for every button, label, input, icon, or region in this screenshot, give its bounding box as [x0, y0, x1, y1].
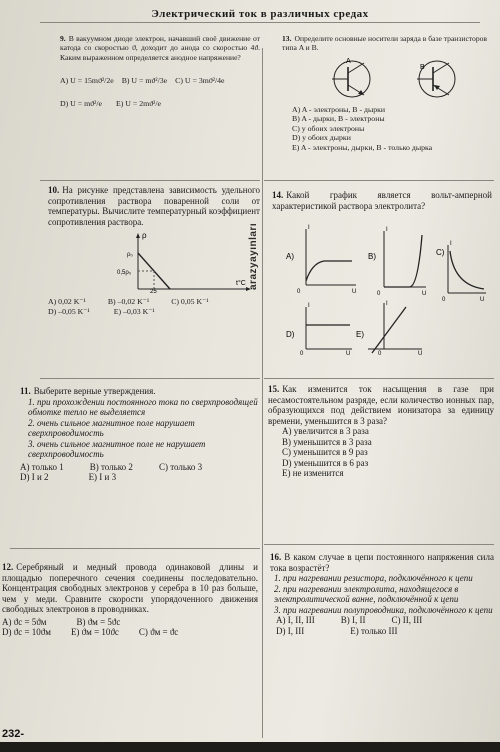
q14-text: Какой график является вольт-амперной характеристикой раствора электролита?	[272, 190, 492, 211]
q14-graph-d-axis-u: U	[346, 351, 351, 355]
q14-graph-b-origin: 0	[377, 291, 381, 297]
q14-graph-e-axis-i: I	[386, 301, 388, 307]
q14-graph-b-label: B)	[368, 252, 376, 261]
q13-number: 13.	[282, 34, 292, 43]
q13-option-b[interactable]: B) A - дырки, B - электроны	[292, 114, 385, 124]
q11-number: 11.	[20, 386, 31, 396]
q14-graph-d-origin: 0	[300, 351, 304, 355]
q14-graph-a-axis-u: U	[352, 289, 357, 295]
q14-graph-a-origin: 0	[297, 289, 301, 295]
q14-number: 14.	[272, 190, 284, 200]
question-12	[2, 562, 258, 638]
q14-graph-c-origin: 0	[442, 297, 446, 303]
q14-graph-a-axis-i: I	[308, 225, 310, 231]
q14-graph-c-axis-i: I	[450, 241, 452, 247]
transistor-b-label: B	[420, 63, 425, 71]
q14-graph-a	[286, 225, 356, 295]
q14-graphs	[272, 215, 492, 355]
q14-graph-e-origin: 0	[378, 351, 382, 355]
transistor-diagrams	[302, 55, 492, 103]
publisher-watermark: arazyayınları	[248, 222, 259, 290]
q9-option-e[interactable]: E) U = 2mϑ²/e	[116, 99, 162, 109]
divider-q15-q16	[264, 544, 494, 545]
q14-graph-a-label: A)	[286, 252, 294, 261]
q14-graph-c	[436, 241, 486, 303]
q12-option-c[interactable]: C) ϑм = ϑc	[138, 627, 179, 637]
q11-option-d[interactable]: D) I и 2	[20, 472, 49, 482]
q11-option-e[interactable]: E) I и 3	[88, 472, 117, 482]
q16-statement-1: 1. при нагревании резистора, подключённого к цепи	[274, 573, 473, 583]
q10-axis-rho: ρ	[142, 231, 147, 240]
q14-graph-c-axis-u: U	[480, 297, 485, 303]
q13-option-d[interactable]: D) у обоих дырки	[292, 133, 351, 143]
question-11	[20, 386, 258, 483]
q10-option-c[interactable]: C) 0,05 K⁻¹	[171, 297, 209, 307]
q10-option-e[interactable]: E) –0,03 K⁻¹	[113, 306, 155, 316]
q14-graph-b-axis-u: U	[422, 291, 427, 297]
q15-option-e[interactable]: E) не изменится	[282, 468, 344, 478]
q14-graph-e	[356, 301, 422, 355]
q14-graph-e-label: E)	[356, 330, 364, 339]
divider-q10-q11	[40, 378, 260, 379]
q16-option-e[interactable]: E) только III	[350, 625, 398, 636]
question-10	[48, 185, 260, 316]
q16-statement-2: 2. при нагревании электролита, находящегося в электролитической ванне, подключённой к цепи	[274, 583, 459, 604]
q10-tick-25: 25	[150, 289, 157, 293]
divider-q11-q12	[10, 548, 260, 549]
q10-option-d[interactable]: D) –0,05 K⁻¹	[48, 306, 90, 316]
q12-option-b[interactable]: B) ϑм = 5ϑc	[76, 616, 121, 627]
q16-statement-3: 3. при нагревании полупроводника, подключённого к цепи	[274, 604, 493, 615]
question-13	[282, 34, 487, 152]
q11-statement-3: 3. очень сильное магнитное поле не нарушает сверхпроводимость	[28, 438, 206, 459]
question-9	[60, 34, 260, 109]
q12-number: 12.	[2, 562, 14, 572]
q10-option-b[interactable]: B) –0,02 K⁻¹	[107, 297, 150, 307]
q13-option-a[interactable]: A) A - электроны, B - дырки	[292, 104, 386, 114]
page-number: 232-	[2, 728, 25, 740]
transistor-a	[332, 58, 370, 97]
q16-option-c[interactable]: C) II, III	[391, 615, 423, 625]
q13-text: Определите основные носители заряда в базе транзисторов типа A и B.	[282, 34, 488, 53]
q9-text: В вакуумном диоде электрон, начавший своё движение от катода со скоростью ϑ, доходит до анода со скоростью 4ϑ. Каким выраженном определяется анодное напряжение?	[60, 34, 260, 62]
page-bottom-edge	[0, 742, 500, 752]
q13-option-e[interactable]: E) A - электроны, дырки, B - только дырка	[292, 142, 433, 152]
q14-graph-c-label: C)	[436, 248, 445, 257]
q12-option-a[interactable]: A) ϑc = 5ϑм	[2, 616, 47, 627]
q10-number: 10.	[48, 185, 60, 195]
q10-tick-half: 0,5ρ₀	[117, 270, 132, 276]
q14-graph-d-label: D)	[286, 330, 295, 339]
q12-option-e[interactable]: E) ϑм = 10ϑc	[70, 627, 119, 637]
q11-option-a[interactable]: A) только 1	[20, 461, 64, 472]
q15-option-d[interactable]: D) уменьшится в 6 раз	[282, 457, 369, 468]
transistor-a-label: A	[346, 57, 351, 65]
q11-statement-1: 1. при прохождении постоянного тока по сверхпроводящей обмотке тепло не выделяется	[28, 396, 258, 417]
q16-option-d[interactable]: D) I, III	[276, 625, 305, 636]
q16-number: 16.	[270, 552, 282, 562]
q9-option-c[interactable]: C) U = 3mϑ²/4e	[175, 75, 225, 85]
q9-option-b[interactable]: B) U = mϑ²/3e	[121, 75, 168, 85]
q11-text: Выберите верные утверждения.	[33, 386, 156, 396]
q10-text: На рисунке представлена зависимость удельного сопротивления раствора поваренной соли от температуры. Вычислите температурный коэффициент сопротивления раствора.	[48, 185, 260, 227]
q10-option-a[interactable]: A) 0,02 K⁻¹	[48, 297, 86, 307]
q14-graph-b-axis-i: I	[386, 227, 388, 233]
q15-text: Как изменится ток насыщения в газе при несамостоятельном разряде, если количество ионных пар, образующихся под действием ионизатора за единицу времени, уменьшится в 3 раза?	[268, 384, 494, 426]
q15-option-b[interactable]: B) уменьшится в 3 раза	[282, 436, 372, 447]
q15-option-a[interactable]: A) увеличится в 3 раза	[282, 426, 369, 436]
q13-option-c[interactable]: C) у обоих электроны	[292, 123, 365, 133]
q15-option-c[interactable]: C) уменьшится в 9 раз	[282, 447, 368, 457]
q16-option-a[interactable]: A) I, II, III	[276, 615, 315, 625]
q12-text: Серебряный и медный провода одинаковой длины и площадью поперечного сечения соединены последовательно. Концентрация свободных электронов у серебра в 10 раз больше, чем у меди. Сравните скорости упорядоченного движения свободных электронов в проводниках.	[2, 562, 258, 614]
q12-option-d[interactable]: D) ϑc = 10ϑм	[2, 627, 51, 637]
q15-number: 15.	[268, 384, 280, 394]
q16-option-b[interactable]: B) I, II	[340, 615, 366, 625]
q11-option-b[interactable]: B) только 2	[89, 461, 133, 472]
divider-q14-q15	[264, 378, 494, 379]
divider-q13-q14	[264, 180, 494, 181]
q14-graph-b	[368, 227, 426, 297]
q11-option-c[interactable]: C) только 3	[158, 461, 203, 472]
page-header-title: Электрический ток в различных средах	[151, 8, 369, 20]
divider-q9-q10	[40, 180, 260, 181]
transistor-b	[417, 61, 455, 97]
column-divider	[262, 48, 263, 738]
question-16	[270, 552, 494, 636]
q9-option-d[interactable]: D) U = mϑ²/e	[60, 99, 102, 109]
q10-axis-t: t°C	[236, 280, 246, 287]
q9-number: 9.	[60, 34, 66, 43]
q10-graph	[108, 231, 258, 293]
q14-graph-d-axis-i: I	[308, 303, 310, 309]
q10-tick-rho0: ρ₀	[127, 252, 133, 258]
q11-statement-2: 2. очень сильное магнитное поле нарушает сверхпроводимость	[28, 417, 195, 438]
q9-option-a[interactable]: A) U = 15mϑ²/2e	[60, 75, 114, 85]
q14-graph-d	[286, 303, 352, 355]
question-14	[272, 190, 492, 357]
question-15	[268, 384, 494, 479]
header-rule	[40, 22, 480, 23]
q16-text: В каком случае в цепи постоянного напряжения сила тока возрастёт?	[270, 552, 494, 573]
q14-graph-e-axis-u: U	[418, 351, 423, 355]
